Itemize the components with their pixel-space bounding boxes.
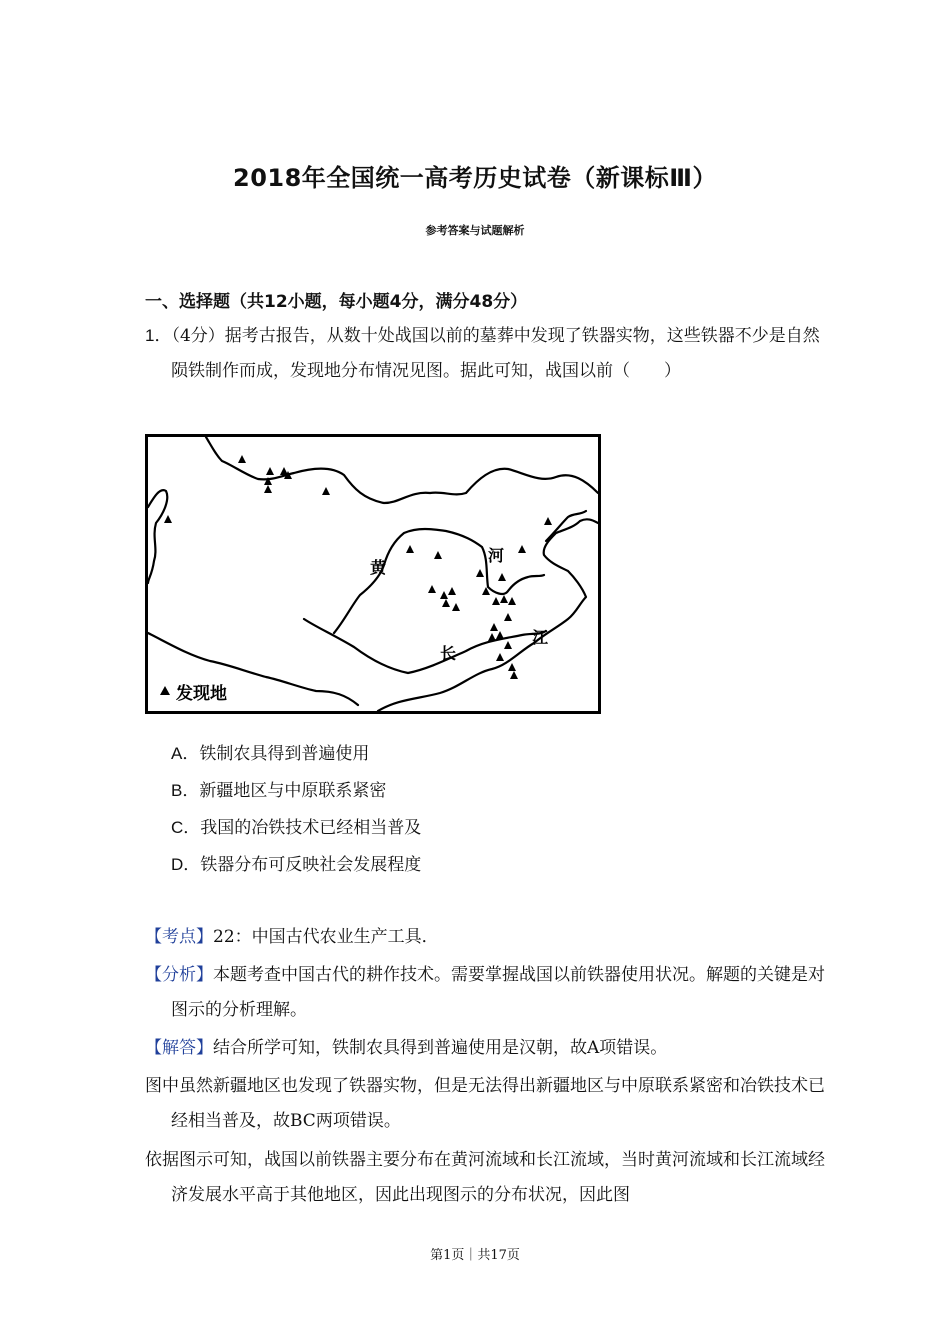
find-site-triangle-icon: [164, 515, 172, 523]
option-a[interactable]: [171, 742, 369, 766]
option-letter: B．: [171, 781, 200, 800]
find-site-triangle-icon: [510, 671, 518, 679]
page-footer: 第1页｜共17页: [430, 1248, 520, 1263]
page-title: 2018年全国统一高考历史试卷（新课标Ⅲ）: [233, 164, 717, 192]
northern-border-line: [206, 437, 598, 503]
find-site-triangle-icon: [238, 455, 246, 463]
find-site-triangle-icon: [448, 587, 456, 595]
option-text: 铁制农具得到普遍使用: [199, 744, 370, 764]
question-1: [145, 318, 833, 389]
find-site-triangle-icon: [544, 517, 552, 525]
question-text: （4分）据考古报告，从数十处战国以前的墓葬中发现了铁器实物，这些铁器不少是自然陨铁制作而成，发现地分布情况见图。据此可知，战国以前（ ）: [171, 326, 820, 381]
option-b[interactable]: [171, 779, 386, 803]
find-site-triangle-icon: [496, 653, 504, 661]
eastern-coast-line: [534, 519, 598, 643]
find-site-triangle-icon: [504, 613, 512, 621]
map-label-jiang: 江: [532, 628, 549, 647]
find-site-triangle-icon: [500, 595, 508, 603]
analysis-paragraph-3: 依据图示可知，战国以前铁器主要分布在黄河流域和长江流域，当时黄河流域和长江流域经济发展水平高于其他地区，因此出现图示的分布状况，因此图: [145, 1150, 825, 1205]
yellow-river: [334, 529, 544, 633]
find-site-triangle-icon: [266, 467, 274, 475]
kaodian-line: [145, 920, 807, 955]
option-letter: D．: [171, 855, 201, 874]
kaodian-text: 22：中国古代农业生产工具．: [213, 927, 439, 947]
map-label-huang: 黄: [370, 558, 387, 577]
fenxi-paragraph: [145, 958, 833, 1028]
fenxi-text: 本题考查中国古代的耕作技术。需要掌握战国以前铁器使用状况。解题的关键是对图示的分析理解。: [171, 965, 825, 1020]
option-c[interactable]: [171, 816, 421, 840]
find-site-triangle-icon: [264, 485, 272, 493]
find-site-triangle-icon: [322, 487, 330, 495]
find-site-triangle-icon: [440, 591, 448, 599]
find-site-triangle-icon: [508, 663, 516, 671]
legend-triangle-icon: [160, 686, 170, 695]
page-subtitle: 参考答案与试题解析: [425, 224, 525, 237]
jieda-line: [145, 1031, 807, 1066]
map-legend-label: 发现地: [176, 684, 227, 704]
option-letter: A．: [171, 744, 200, 763]
option-d[interactable]: [171, 853, 421, 877]
find-site-triangle-icon: [508, 597, 516, 605]
find-site-triangle-icon: [498, 573, 506, 581]
distribution-map: [145, 434, 601, 714]
western-border-line: [148, 490, 167, 583]
find-site-triangle-icon: [428, 585, 436, 593]
section-heading: 一、选择题（共12小题，每小题4分，满分48分）: [145, 292, 528, 312]
option-text: 新疆地区与中原联系紧密: [199, 781, 387, 801]
find-site-triangle-icon: [476, 569, 484, 577]
find-site-triangle-icon: [504, 641, 512, 649]
option-letter: C．: [171, 818, 201, 837]
option-text: 铁器分布可反映社会发展程度: [200, 855, 422, 875]
kaodian-tag: 【考点】: [145, 927, 213, 947]
map-drawing: [148, 437, 598, 711]
jieda-tag: 【解答】: [145, 1038, 213, 1058]
map-label-he: 河: [488, 546, 505, 565]
find-site-triangle-icon: [488, 633, 496, 641]
option-text: 我国的冶铁技术已经相当普及: [200, 818, 422, 838]
find-site-triangle-icon: [496, 631, 504, 639]
find-site-triangle-icon: [518, 545, 526, 553]
find-site-triangle-icon: [492, 597, 500, 605]
fenxi-tag: 【分析】: [145, 965, 213, 985]
find-site-triangle-icon: [452, 603, 460, 611]
find-site-triangle-icon: [434, 551, 442, 559]
question-number: 1．: [145, 326, 172, 345]
analysis-paragraph-2: 图中虽然新疆地区也发现了铁器实物，但是无法得出新疆地区与中原联系紧密和冶铁技术已经相当普及，故BC两项错误。: [145, 1076, 825, 1131]
find-site-triangle-icon: [442, 599, 450, 607]
find-site-triangle-icon: [406, 545, 414, 553]
jieda-text: 结合所学可知，铁制农具得到普遍使用是汉朝，故A项错误。: [213, 1038, 668, 1058]
find-site-triangle-icon: [490, 623, 498, 631]
map-label-chang: 长: [440, 644, 457, 663]
